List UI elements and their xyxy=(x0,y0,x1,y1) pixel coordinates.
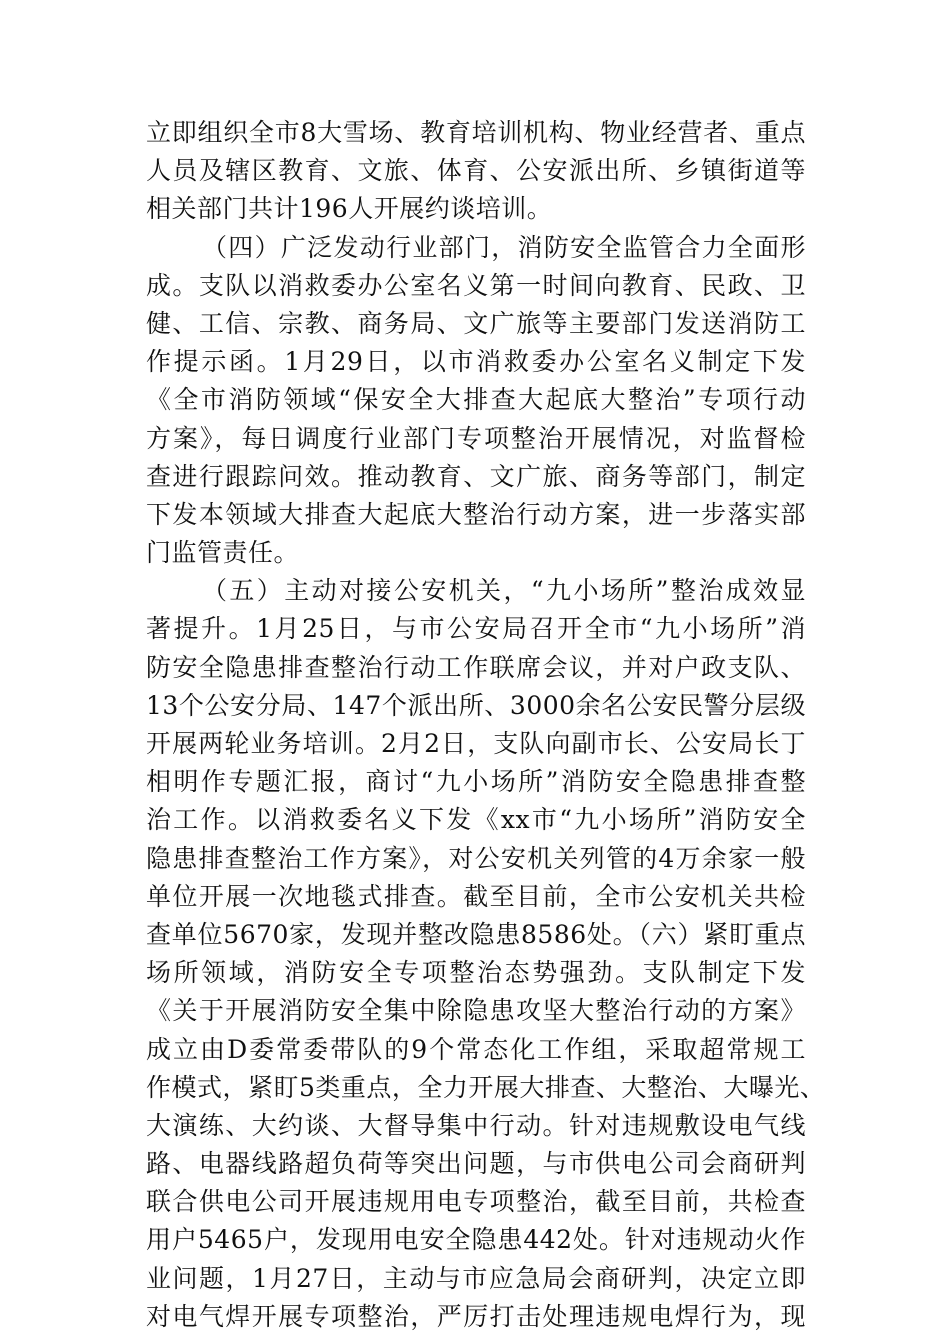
paragraph-start-line: （四）广泛发动行业部门，消防安全监管合力全面形 xyxy=(202,232,806,262)
text-line: 13个公安分局、147个派出所、3000余名公安民警分层级 xyxy=(146,690,806,720)
text-line: 大演练、大约谈、大督导集中行动。针对违规敷设电气线 xyxy=(146,1110,806,1140)
text-line: 门监管责任。 xyxy=(146,538,300,568)
text-line: 健、工信、宗教、商务局、文广旅等主要部门发送消防工 xyxy=(146,308,806,338)
document-body xyxy=(146,114,826,1336)
text-line: 《关于开展消防安全集中除隐患攻坚大整治行动的方案》 xyxy=(146,996,806,1026)
text-line: 立即组织全市8大雪场、教育培训机构、物业经营者、重点 xyxy=(146,118,806,147)
text-line: 著提升。1月25日，与市公安局召开全市“九小场所”消 xyxy=(146,614,806,644)
text-line: 查进行跟踪问效。推动教育、文广旅、商务等部门，制定 xyxy=(146,461,806,491)
text-line: 成立由D委常委带队的9个常态化工作组，采取超常规工 xyxy=(146,1034,806,1064)
text-line: 方案》，每日调度行业部门专项整治开展情况，对监督检 xyxy=(146,423,806,453)
text-line: 成。支队以消救委办公室名义第一时间向教育、民政、卫 xyxy=(146,270,806,300)
text-line: 人员及辖区教育、文旅、体育、公安派出所、乡镇街道等 xyxy=(146,156,806,186)
text-line: 治工作。以消救委名义下发《xx市“九小场所”消防安全 xyxy=(146,805,806,835)
text-line: 场所领域，消防安全专项整治态势强劲。支队制定下发 xyxy=(146,958,806,988)
text-line: 《全市消防领域“保安全大排查大起底大整治”专项行动 xyxy=(146,385,806,415)
text-line: 隐患排查整治工作方案》，对公安机关列管的4万余家一般 xyxy=(146,843,806,873)
text-line: 作模式，紧盯5类重点，全力开展大排查、大整治、大曝光、 xyxy=(146,1072,826,1102)
text-line: 查单位5670家，发现并整改隐患8586处。（六）紧盯重点 xyxy=(146,919,806,949)
text-line: 用户5465户，发现用电安全隐患442处。针对违规动火作 xyxy=(146,1225,806,1255)
text-line: 业问题，1月27日，主动与市应急局会商研判，决定立即 xyxy=(146,1263,806,1293)
text-line: 单位开展一次地毯式排查。截至目前，全市公安机关共检 xyxy=(146,881,806,911)
text-line: 对电气焊开展专项整治，严厉打击处理违规电焊行为，现 xyxy=(146,1301,806,1331)
text-line: 路、电器线路超负荷等突出问题，与市供电公司会商研判 xyxy=(146,1149,806,1179)
text-line: 下发本领域大排查大起底大整治行动方案，进一步落实部 xyxy=(146,499,806,529)
text-line: 作提示函。1月29日，以市消救委办公室名义制定下发 xyxy=(146,347,806,377)
text-line: 联合供电公司开展违规用电专项整治，截至目前，共检查 xyxy=(146,1187,806,1217)
text-line: 相关部门共计196人开展约谈培训。 xyxy=(146,194,553,224)
text-line: 开展两轮业务培训。2月2日，支队向副市长、公安局长丁 xyxy=(146,729,806,758)
paragraph-start-line: （五）主动对接公安机关，“九小场所”整治成效显 xyxy=(202,576,806,606)
text-line: 防安全隐患排查整治行动工作联席会议，并对户政支队、 xyxy=(146,652,806,682)
text-line: 相明作专题汇报，商讨“九小场所”消防安全隐患排查整 xyxy=(146,767,806,797)
